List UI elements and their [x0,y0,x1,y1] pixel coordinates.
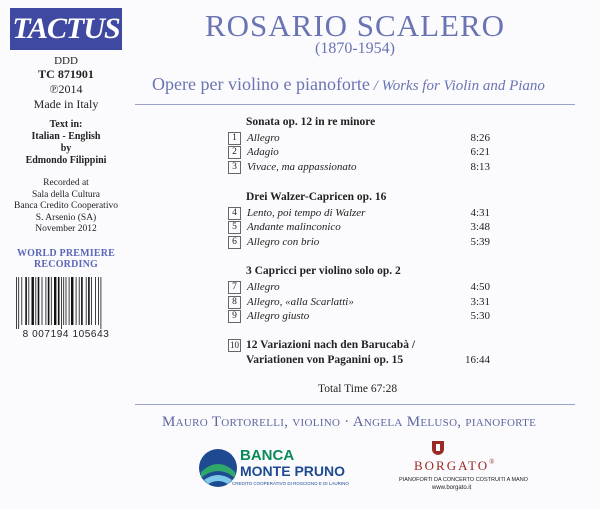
track-duration: 3:48 [470,221,490,233]
composer-name: ROSARIO SCALERO [204,8,506,43]
performers: Mauro Tortorelli, violino · Angela Meluso, pianoforte [162,414,537,430]
barcode-bar [71,277,73,325]
barcode-bar [66,277,67,325]
track-duration: 5:30 [470,310,490,322]
track-duration: 6:21 [470,146,490,158]
recording-info [0,178,132,236]
subtitle-english: Works for Violin and Piano [381,78,545,94]
phonogram-year: ℗2014 [49,82,83,96]
divider-bottom [135,404,575,405]
track-row [228,296,490,310]
sponsor-line1: BANCA [240,447,295,464]
track-row [228,281,490,295]
recording-line: Banca Credito Cooperativo [14,201,118,211]
track-number: 8 [228,296,241,309]
track-number: 5 [228,221,241,234]
track-title: Allegro, «alla Scarlatti» [247,296,354,308]
track-row [228,207,490,221]
track-number: 6 [228,236,241,249]
barcode-bar [48,277,50,325]
barcode-bar [54,277,56,325]
composer-years: (1870-1954) [315,40,395,57]
track-duration: 4:31 [470,207,490,219]
track-row [228,161,490,175]
recording-line: S. Arsenio (SA) [35,212,97,223]
premiere-line: WORLD PREMIERE [16,248,116,259]
barcode-bar [51,277,52,325]
barcode-bar [42,277,43,325]
world-premiere-badge [0,248,132,270]
catalog-number: TC 871901 [38,67,94,81]
barcode-bar [95,277,96,325]
track-title: Andante malinconico [247,221,341,233]
barcode-bar [21,277,22,325]
total-time: Total Time 67:28 [318,383,398,395]
borgato-name: BORGATO [414,458,490,473]
work-title: 3 Capricci per violino solo op. 2 [246,265,401,277]
work-title: 12 Variazioni nach den Barucabà / [246,339,416,351]
registered-mark: ® [489,458,497,466]
track-row [228,310,490,324]
barcode-bar [46,277,47,325]
barcode-bar [25,277,27,325]
track-title: Lento, poi tempo di Walzer [247,207,366,219]
text-in-credits [0,119,132,167]
work-title-continued: Variationen von Paganini op. 15 [246,354,404,366]
track-number: 2 [228,146,241,159]
track-number: 4 [228,207,241,220]
track-duration: 4:50 [470,281,490,293]
barcode-bar [38,277,40,325]
track-number: 1 [228,132,241,145]
work-title: Drei Walzer-Capricen op. 16 [246,191,387,203]
subtitle-separator: / [369,78,382,94]
recording-line: Recorded at [43,178,89,188]
barcode-bar [88,277,90,325]
barcode-bar [91,277,92,325]
sponsor-subtitle: CREDITO COOPERATIVO DI ROSCIGNO E DI LAURINO [232,481,349,486]
barcode-bar [28,277,29,325]
barcode-bar [69,277,70,325]
barcode-bar [81,277,83,325]
made-in: Made in Italy [33,97,99,111]
borgato-tagline: PIANOFORTI DA CONCERTO COSTRUITI A MANO [399,477,528,483]
barcode-bar [61,277,62,329]
barcode-bar [63,277,64,325]
track-row [228,132,490,146]
barcode-bar [86,277,87,325]
track-title: Adagio [247,146,279,158]
barcode-bar [98,277,99,325]
recording-line: Sala della Cultura [31,189,101,200]
barcode-bar [18,277,19,329]
barcode-bar [101,277,102,329]
track-number: 7 [228,281,241,294]
track-title: Allegro con brio [247,236,320,248]
barcode-bar [16,277,17,329]
text-in-line: Italian - English [31,131,101,142]
track-duration: 16:44 [464,354,490,366]
track-row [228,221,490,235]
text-in-line: by [60,143,72,154]
track-duration: 3:31 [470,296,490,308]
track-row [228,146,490,160]
barcode-bar [35,277,36,325]
borgato-crest-icon [431,440,445,456]
track-title: Allegro [247,132,280,144]
text-in-line: Text in: [49,119,83,130]
premiere-line: RECORDING [33,259,99,270]
album-subtitle [152,74,545,95]
work-title: Sonata op. 12 in re minore [246,116,376,128]
borgato-url: www.borgato.it [432,485,472,491]
barcode-bar [32,277,34,325]
track-title: Allegro giusto [247,310,310,322]
sponsor-line2: MONTE PRUNO [240,463,345,479]
tactus-logo [10,8,122,50]
subtitle-italian: Opere per violino e pianoforte [152,74,370,94]
track-title: Allegro [247,281,280,293]
track-number: 9 [228,310,241,323]
text-in-line: Edmondo Filippini [25,155,107,166]
track-number: 10 [230,340,239,350]
ddd-code: DDD [54,55,78,67]
borgato-logo-text [414,458,497,474]
track-row [228,236,490,250]
track-duration: 5:39 [470,236,490,248]
label-name: TACTUS [12,12,120,45]
divider-top [135,104,575,105]
track-duration: 8:13 [470,161,490,173]
barcode-bar [58,277,60,325]
recording-line: November 2012 [35,224,97,234]
barcode-bar [79,277,80,325]
track-title: Vivace, ma appassionato [247,161,357,173]
track-number: 3 [228,161,241,174]
track-duration: 8:26 [470,132,490,144]
barcode-number: 8 007194 105643 [22,329,110,340]
barcode-image [14,277,114,329]
barcode-bar [76,277,77,325]
